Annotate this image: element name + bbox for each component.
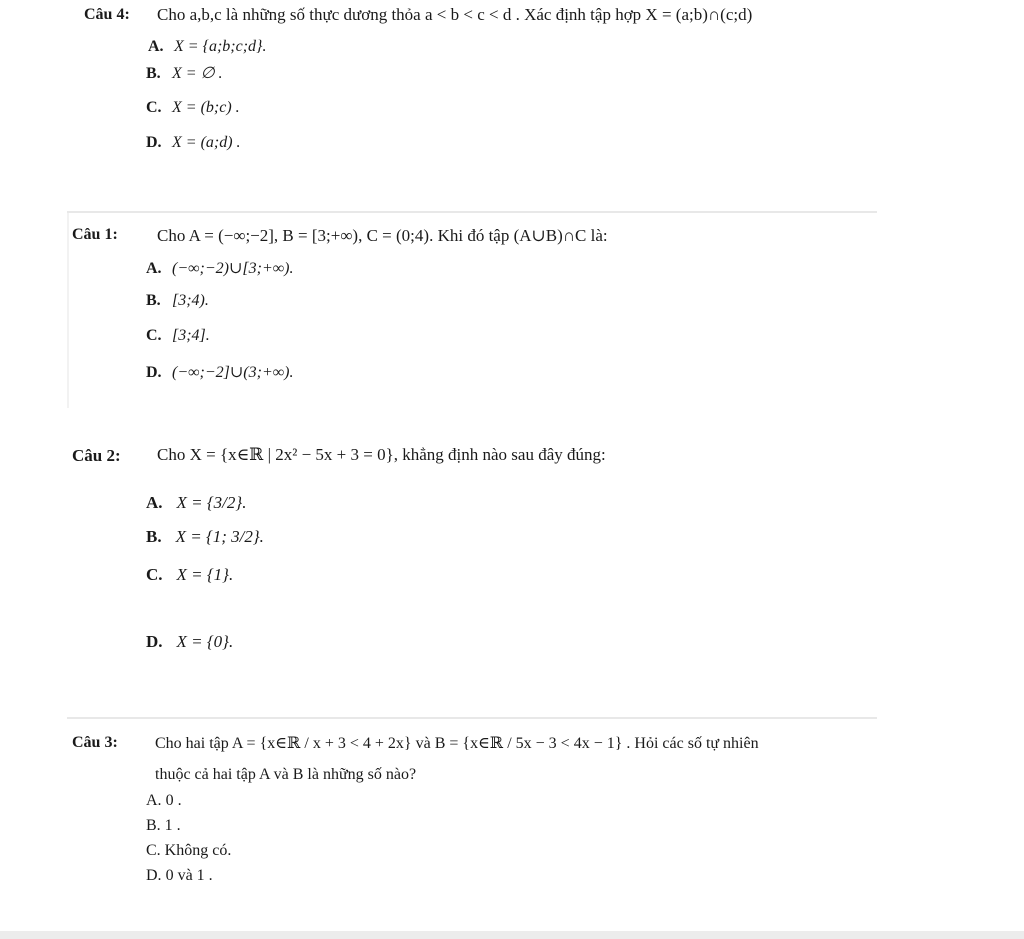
q1-option-d-label: D. <box>146 364 162 381</box>
q2-option-c-text: X = {1}. <box>176 565 234 584</box>
q3-option-b-text: 1 . <box>164 817 181 834</box>
q3-option-c-text: Không có. <box>164 842 232 859</box>
q2-number: Câu 2: <box>72 446 121 465</box>
q4-option-b[interactable] <box>146 63 223 83</box>
q3-option-c-label: C. <box>146 842 161 859</box>
q3-option-a-label: A. <box>146 792 162 809</box>
q3-option-d-label: D. <box>146 867 162 884</box>
q1-option-a-text: (−∞;−2)∪[3;+∞). <box>172 260 294 277</box>
q1-option-a[interactable] <box>146 258 293 278</box>
q1-option-c-label: C. <box>146 327 162 344</box>
q4-option-c-text: X = (b;c) . <box>172 99 240 116</box>
q4-number: Câu 4: <box>84 6 130 23</box>
q2-option-a-text: X = {3/2}. <box>176 493 247 512</box>
divider <box>67 211 877 213</box>
q2-option-a-label: A. <box>146 493 163 512</box>
q3-option-a-text: 0 . <box>165 792 182 809</box>
q2-option-d-label: D. <box>146 632 163 651</box>
q2-option-c[interactable] <box>146 565 233 585</box>
q2-option-d-text: X = {0}. <box>176 632 234 651</box>
q4-option-d-text: X = (a;d) . <box>172 134 241 151</box>
q2-option-b[interactable] <box>146 527 264 547</box>
q1-option-b-text: [3;4). <box>172 292 209 309</box>
q2-option-a[interactable] <box>146 493 246 513</box>
q4-option-a[interactable] <box>148 38 266 56</box>
q4-option-b-text: X = ∅ . <box>172 65 223 82</box>
q1-option-b-label: B. <box>146 292 161 309</box>
q2-option-d[interactable] <box>146 632 233 652</box>
q1-option-c-text: [3;4]. <box>172 327 210 344</box>
left-margin-band <box>67 213 69 408</box>
q3-option-b-label: B. <box>146 817 161 834</box>
q3-option-c[interactable] <box>146 842 231 860</box>
q1-option-b[interactable] <box>146 292 209 310</box>
q4-option-c-label: C. <box>146 99 162 116</box>
q3-option-a[interactable] <box>146 792 182 810</box>
q2-option-b-text: X = {1; 3/2}. <box>175 527 264 546</box>
q4-option-b-label: B. <box>146 65 161 82</box>
q4-option-c[interactable] <box>146 99 240 117</box>
page-bottom-edge <box>0 931 1024 939</box>
q1-option-c[interactable] <box>146 327 210 345</box>
q1-option-d[interactable] <box>146 362 293 382</box>
q2-option-c-label: C. <box>146 565 163 584</box>
divider <box>67 717 877 719</box>
q3-option-b[interactable] <box>146 817 181 835</box>
q3-option-d-text: 0 và 1 . <box>165 867 213 884</box>
q4-option-d-label: D. <box>146 134 162 151</box>
q1-number: Câu 1: <box>72 226 118 243</box>
q2-option-b-label: B. <box>146 527 162 546</box>
q2-stem: Cho X = {x∈ℝ | 2x² − 5x + 3 = 0}, khẳng định nào sau đây đúng: <box>157 445 606 464</box>
q4-option-d[interactable] <box>146 134 241 152</box>
q3-stem-line1: Cho hai tập A = {x∈ℝ / x + 3 < 4 + 2x} và B = {x∈ℝ / 5x − 3 < 4x − 1} . Hỏi các số tự nhiên <box>155 735 759 752</box>
q4-option-a-text: X = {a;b;c;d}. <box>174 38 267 55</box>
q3-number: Câu 3: <box>72 734 118 751</box>
q1-option-a-label: A. <box>146 260 162 277</box>
q4-option-a-label: A. <box>148 38 164 55</box>
q3-option-d[interactable] <box>146 867 213 885</box>
q4-stem: Cho a,b,c là những số thực dương thỏa a < b < c < d . Xác định tập hợp X = (a;b)∩(c;d) <box>157 5 753 24</box>
q1-stem: Cho A = (−∞;−2], B = [3;+∞), C = (0;4). Khi đó tập (A∪B)∩C là: <box>157 226 608 245</box>
q3-stem-line2: thuộc cả hai tập A và B là những số nào? <box>155 766 417 783</box>
q1-option-d-text: (−∞;−2]∪(3;+∞). <box>172 364 294 381</box>
